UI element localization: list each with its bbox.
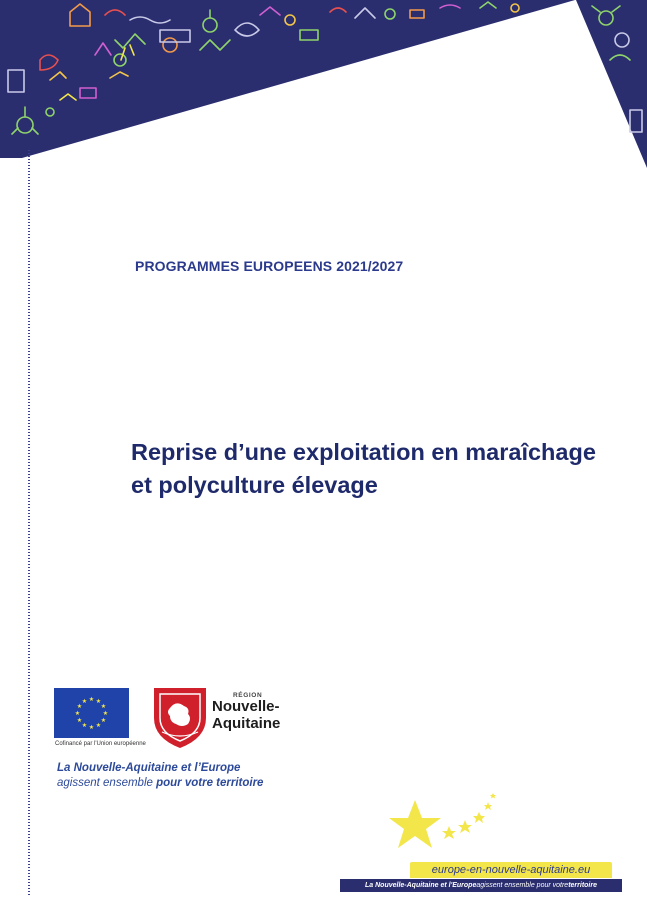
eu-flag-logo <box>54 688 129 738</box>
svg-text:★: ★ <box>88 696 95 703</box>
svg-text:★: ★ <box>100 703 107 710</box>
svg-text:★: ★ <box>100 717 107 724</box>
svg-text:★: ★ <box>88 724 95 731</box>
svg-text:★: ★ <box>76 703 83 710</box>
svg-text:★: ★ <box>74 710 81 717</box>
tagline-line-2-bold: pour votre territoire <box>156 777 264 789</box>
svg-text:★: ★ <box>95 722 102 729</box>
region-name: Nouvelle-Aquitaine <box>212 698 281 732</box>
footer-bar-bold-2: territoire <box>568 882 597 889</box>
region-lion-shield-logo <box>152 686 208 750</box>
header-banner-illustration <box>0 0 647 170</box>
footer-tagline-bar <box>340 879 622 892</box>
eu-stars-icon <box>54 688 129 738</box>
programmes-heading: PROGRAMMES EUROPEENS 2021/2027 <box>135 258 404 274</box>
footer-bar-bold-1: La Nouvelle-Aquitaine et l'Europe <box>365 882 477 889</box>
svg-text:★: ★ <box>81 722 88 729</box>
svg-text:★: ★ <box>95 698 102 705</box>
tagline-line-1: La Nouvelle-Aquitaine et l’Europe <box>57 762 241 774</box>
eu-cofinance-caption: Cofinancé par l'Union européenne <box>55 741 146 747</box>
svg-text:★: ★ <box>81 698 88 705</box>
footer-bar-text: agissent ensemble pour votre <box>476 882 569 889</box>
tagline-line-2 <box>57 777 263 789</box>
tagline-line-2-text: agissent ensemble <box>57 777 157 789</box>
document-title: Reprise d’une exploitation en maraîchage et polyculture élevage <box>131 439 596 498</box>
website-link[interactable]: europe-en-nouvelle-aquitaine.eu <box>410 862 612 878</box>
left-dotted-border <box>28 150 30 895</box>
svg-text:★: ★ <box>102 710 109 717</box>
svg-text:★: ★ <box>76 717 83 724</box>
region-label: RÉGION <box>233 692 263 699</box>
stars-decoration-icon <box>385 790 505 862</box>
